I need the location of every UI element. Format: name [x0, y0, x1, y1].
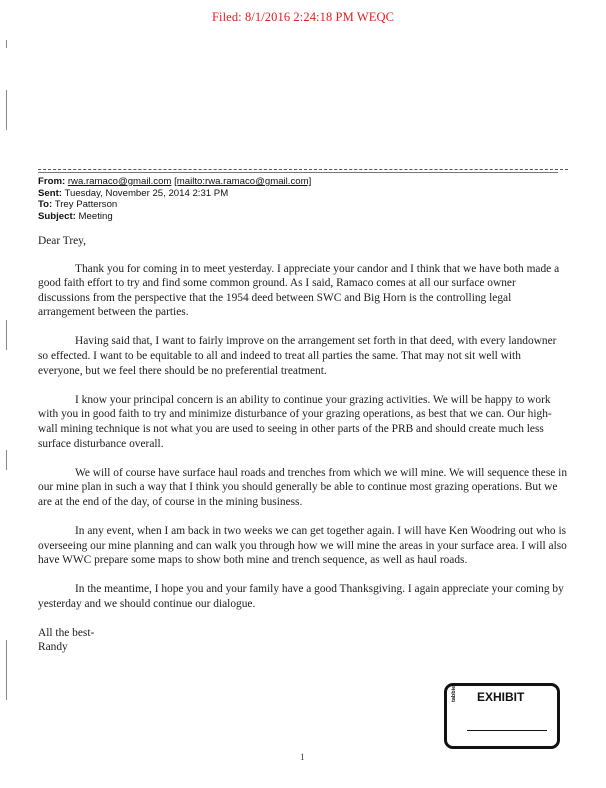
signature: Randy [38, 641, 68, 654]
email-header [38, 176, 311, 222]
paragraph: In the meantime, I hope you and your family have a good Thanksgiving. I again appreciate your coming by yesterday and we should continue our dialogue. [38, 583, 564, 610]
from-email-link[interactable]: rwa.ramaco@gmail.com [67, 176, 172, 187]
from-row [38, 176, 311, 188]
from-mailto-link[interactable]: [mailto:rwa.ramaco@gmail.com] [174, 176, 312, 187]
filed-stamp: Filed: 8/1/2016 2:24:18 PM WEQC [211, 10, 395, 24]
paragraph: I know your principal concern is an ability to continue your grazing activities. We will be happy to work with you in good faith to try and minimize disturbance of your grazing operations, as best that we can. Our high-wall mining technique is not what you are used to seeing in other parts of the PRB and should create much less surface disturbance overall. [38, 393, 552, 450]
header-divider [38, 169, 568, 170]
margin-mark [6, 450, 7, 470]
from-label: From: [38, 176, 66, 187]
paragraph: Thank you for coming in to meet yesterday. I appreciate your candor and I think that we have both made a good faith effort to try and find some common ground. As I said, Ramaco comes at all our surface owner discussions from the perspective that the 1954 deed between SWC and Big Horn is the controlling legal arrangement between the parties. [38, 262, 560, 319]
exhibit-title: EXHIBIT [477, 690, 525, 704]
sent-label: Sent: [38, 187, 62, 199]
tabbies-logo: tabbies [451, 682, 457, 702]
sent-value: Tuesday, November 25, 2014 2:31 PM [64, 187, 229, 199]
closing: All the best- [38, 626, 95, 639]
margin-mark [6, 320, 7, 350]
subject-row [38, 211, 311, 223]
to-value: Trey Patterson [54, 199, 118, 211]
paragraph: We will of course have surface haul roads and trenches from which we will mine. We will sequence these in our mine plan in such a way that I think you should generally be able to continue most grazing operations. But we are at the end of the day, of course in the mining business. [38, 466, 568, 508]
page-number: 1 [300, 752, 305, 762]
subject-value: Meeting [78, 210, 113, 222]
salutation: Dear Trey, [38, 235, 86, 247]
margin-mark [6, 90, 7, 130]
sent-row [38, 188, 311, 200]
exhibit-blank-line [467, 730, 547, 731]
to-label: To: [38, 199, 53, 211]
header-divider [38, 172, 558, 173]
to-row [38, 199, 311, 211]
margin-mark [6, 640, 7, 700]
margin-mark [6, 40, 7, 48]
subject-label: Subject: [38, 210, 76, 222]
paragraph: In any event, when I am back in two weeks we can get together again. I will have Ken Woodring out who is overseeing our mine planning and can walk you through how we will mine the areas in your surface area. I will also have WWC prepare some maps to show both mine and trench sequence, as well as haul roads. [38, 524, 567, 567]
letter-body [38, 234, 568, 655]
paragraph: Having said that, I want to fairly improve on the arrangement set forth in that deed, with every landowner so effected. I want to be equitable to all and indeed to treat all parties the same. That may not sit well with everyone, but we feel there should be no preferential treatment. [38, 335, 557, 377]
exhibit-sticker [444, 683, 560, 749]
